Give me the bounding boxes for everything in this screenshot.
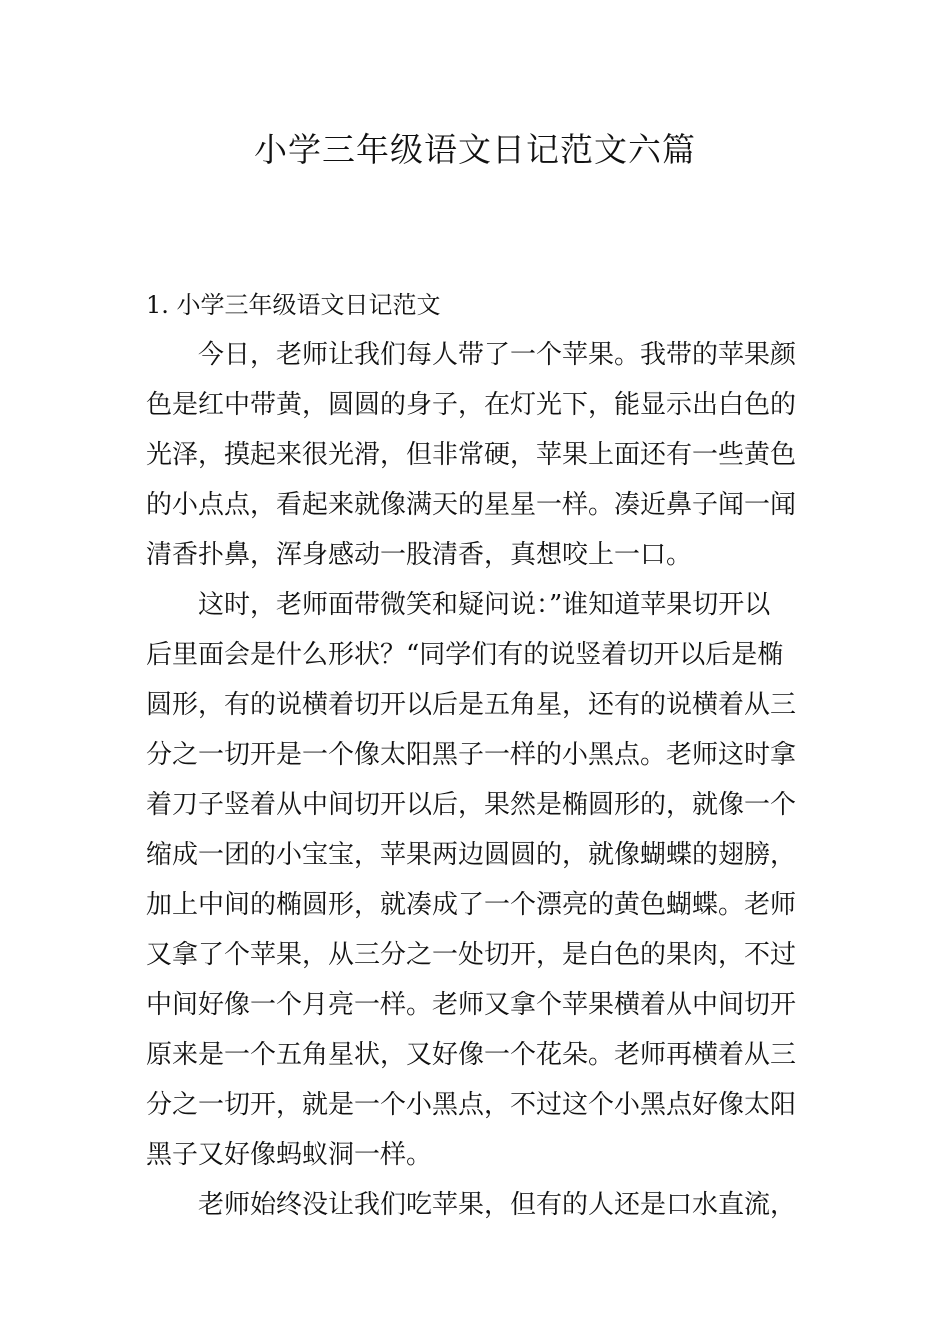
text-line: 的小点点，看起来就像满天的星星一样。凑近鼻子闻一闻 xyxy=(146,490,797,520)
body-text xyxy=(146,330,808,1230)
text-line: 黑子又好像蚂蚁洞一样。 xyxy=(146,1140,433,1170)
document-title: 小学三年级语文日记范文六篇 xyxy=(254,130,696,169)
text-line: 清香扑鼻，浑身感动一股清香，真想咬上一口。 xyxy=(146,540,693,570)
text-line: 又拿了个苹果，从三分之一处切开，是白色的果肉，不过 xyxy=(146,940,797,970)
section-heading: 1. 小学三年级语文日记范文 xyxy=(146,291,441,319)
text-line: 分之一切开，就是一个小黑点，不过这个小黑点好像太阳 xyxy=(146,1090,797,1120)
text-line: 这时，老师面带微笑和疑问说：”谁知道苹果切开以 xyxy=(198,590,771,620)
text-line: 分之一切开是一个像太阳黑子一样的小黑点。老师这时拿 xyxy=(146,740,797,770)
text-line: 原来是一个五角星状，又好像一个花朵。老师再横着从三 xyxy=(146,1040,797,1070)
document-body xyxy=(146,280,808,1230)
text-line: 今日，老师让我们每人带了一个苹果。我带的苹果颜 xyxy=(198,340,797,370)
text-line: 中间好像一个月亮一样。老师又拿个苹果横着从中间切开 xyxy=(146,990,797,1020)
text-line: 着刀子竖着从中间切开以后，果然是椭圆形的，就像一个 xyxy=(146,790,797,820)
text-line: 色是红中带黄，圆圆的身子，在灯光下，能显示出白色的 xyxy=(146,390,797,420)
text-line: 加上中间的椭圆形，就凑成了一个漂亮的黄色蝴蝶。老师 xyxy=(146,890,797,920)
text-line: 圆形，有的说横着切开以后是五角星，还有的说横着从三 xyxy=(146,690,797,720)
text-line: 光泽，摸起来很光滑，但非常硬，苹果上面还有一些黄色 xyxy=(146,440,797,470)
text-line: 老师始终没让我们吃苹果，但有的人还是口水直流， xyxy=(198,1190,797,1220)
text-line: 后里面会是什么形状？“同学们有的说竖着切开以后是椭 xyxy=(146,640,784,670)
text-line: 缩成一团的小宝宝，苹果两边圆圆的，就像蝴蝶的翅膀， xyxy=(146,840,797,870)
